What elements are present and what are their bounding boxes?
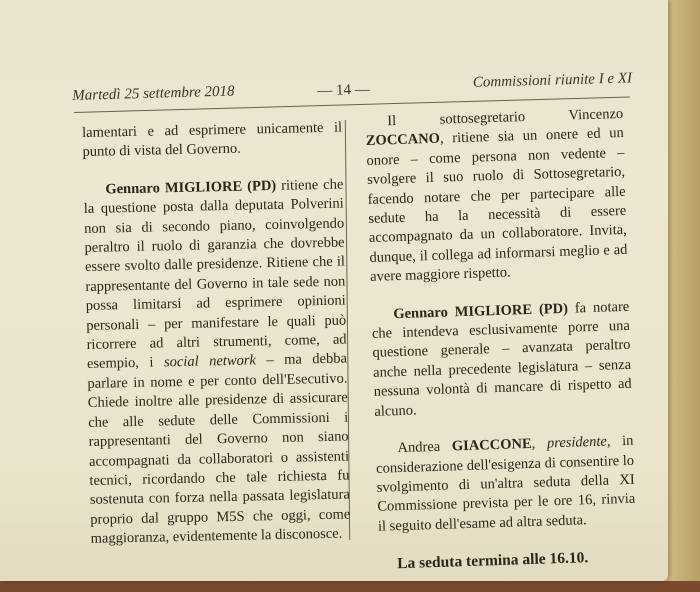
paragraph-text: fa notare che intendeva esclusivamente porre una questione generale – avanzata peraltro anche nella precedente legislatura – senza nessuna volontà di mancare di rispetto ad alcuno.: [371, 298, 632, 420]
paragraph: [371, 297, 633, 421]
paragraph: [375, 432, 636, 537]
paragraph-text: lamentari e ad esprimere unicamente il punto di vista del Governo.: [82, 119, 343, 161]
paragraph: [83, 175, 351, 549]
paragraph-text: – ma debba parlare in nome e per conto dell'Esecutivo. Chiede inoltre alle presidenze di assicurare che alle sedute delle Commissioni i rappresentanti del Governo non siano accompagnati da collaboratori o assistenti tecnici, ricordando che tale richiesta fu sostenuta con forza nella passata legislatura proprio dal gruppo M5S che oggi, come maggioranza, evidentemente la disconosce.: [87, 350, 351, 548]
speaker-name: Gennaro MIGLIORE: [393, 301, 533, 322]
emphasis-text: social network: [163, 352, 257, 371]
speaker-name: Gennaro MIGLIORE: [105, 178, 243, 198]
paragraph: [82, 119, 343, 163]
paragraph-text: Il sottosegretario Vincenzo: [387, 105, 624, 130]
closing-line: La seduta termina alle 16.10.: [396, 549, 589, 573]
paragraph-text: Andrea: [397, 438, 453, 457]
speaker-party: (PD): [531, 300, 569, 318]
header-section: Commissioni riunite I e XI: [472, 70, 633, 91]
paragraph-text: ritiene che la questione posta dalla deputata Polverini non sia di secondo piano, coinvolgendo peraltro il ruolo di garanzia che dovrebbe essere svolto dalle presidenze. Ritiene che il rappresentante del Governo in tale sede non possa limitarsi ad esprimere opinioni personali – per manifestare le quali può ricorrere ad altri strumenti, come, ad esempio, i: [83, 176, 347, 373]
right-column: [365, 105, 638, 592]
header-page-number: — 14 —: [317, 81, 370, 100]
speaker-name: ZOCCANO: [365, 131, 441, 150]
speaker-name: GIACCONE: [451, 436, 532, 455]
left-column: [82, 119, 351, 568]
header-date: Martedì 25 settembre 2018: [72, 83, 235, 104]
paragraph-text: , ritiene sia un onere ed un onore – come persona non vedente – svolgere il suo ruolo di Sottosegretario, facendo notare che per partecipare alle sedute ha la necessità di essere accompagnato da un collaboratore. Invita, dunque, il collega ad informarsi meglio e ad avere maggiore rispetto.: [366, 125, 628, 286]
paragraph: [365, 105, 628, 288]
speaker-party: (PD): [242, 177, 277, 195]
speaker-role: , presidente: [531, 433, 608, 453]
paragraph-text: , in considerazione dell'esigenza di consentire lo svolgimento di un'altra seduta della XI Commissione prevista per le ore 16, rinvia il seguito dell'esame ad altra seduta.: [375, 432, 636, 535]
